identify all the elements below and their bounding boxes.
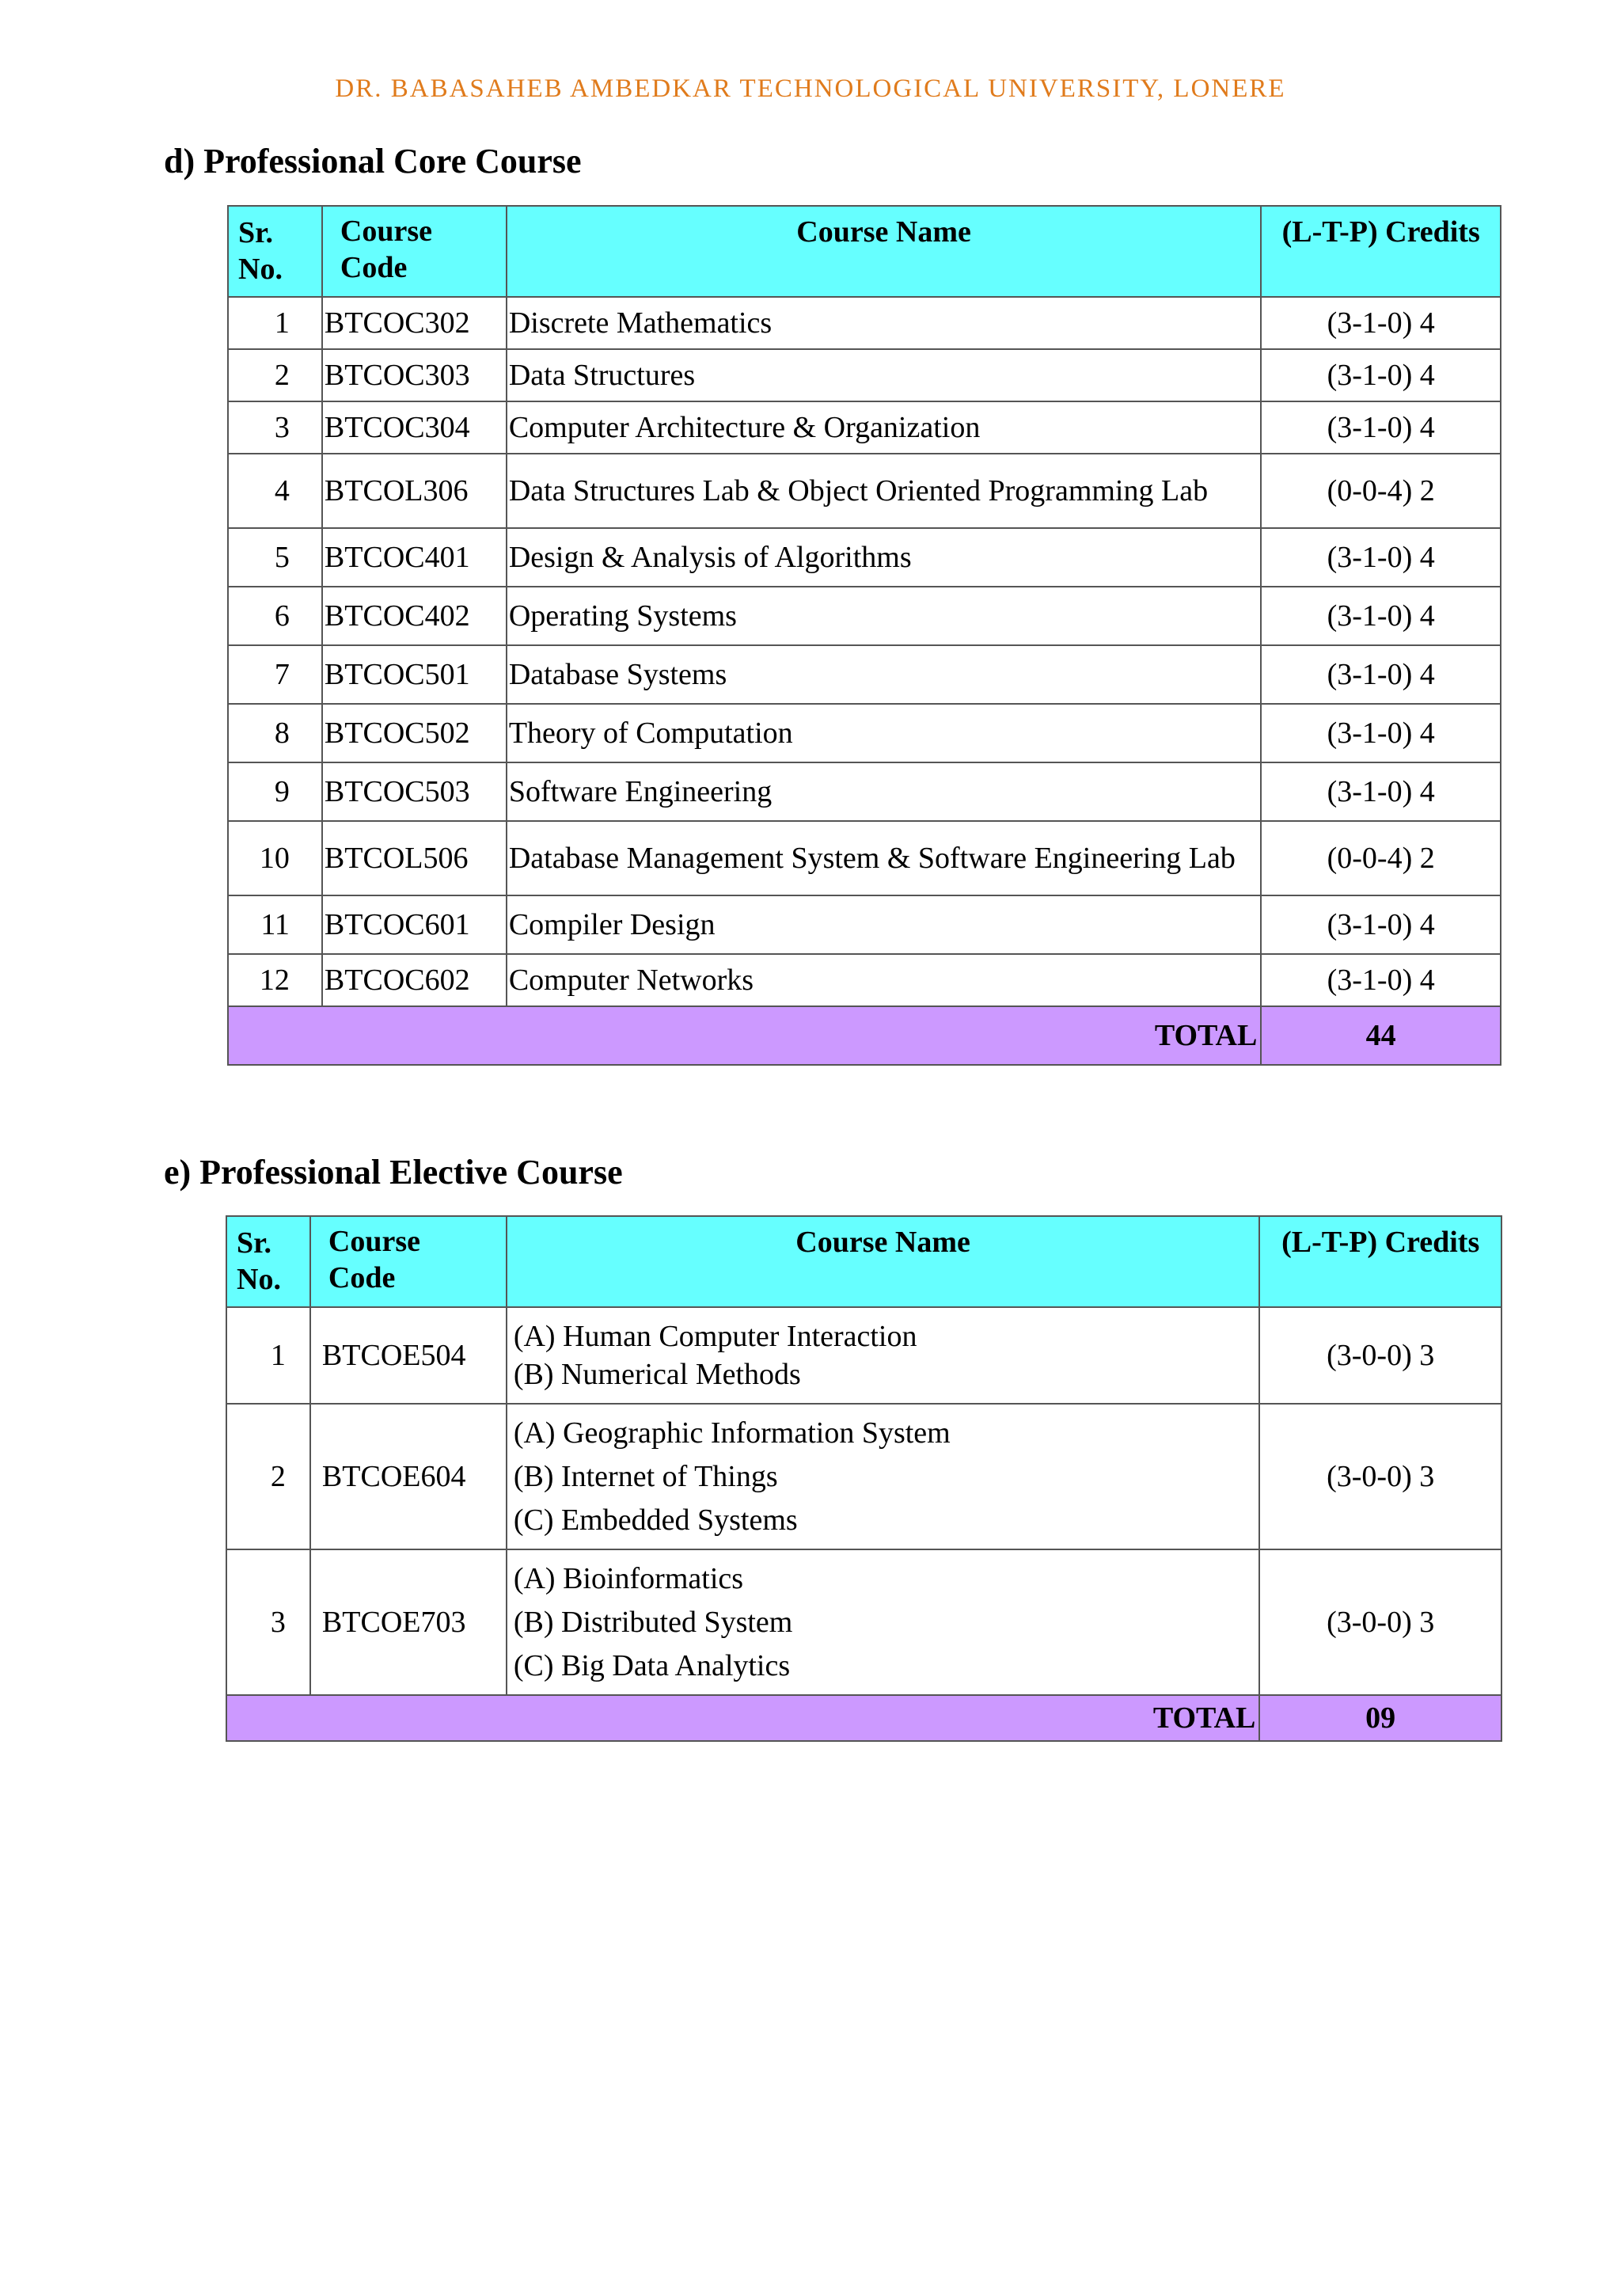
credits-cell: (3-0-0) 3 bbox=[1259, 1404, 1501, 1549]
credits-header: (L-T-P) Credits bbox=[1261, 206, 1501, 297]
course-code-cell: BTCOC304 bbox=[322, 401, 507, 454]
option-item: (A) Human Computer Interaction bbox=[513, 1320, 917, 1353]
table-row bbox=[228, 349, 1501, 401]
sr-no-cell: 2 bbox=[226, 1404, 310, 1549]
course-code-cell: BTCOE703 bbox=[310, 1549, 507, 1695]
course-name-cell: Database Management System & Software Engineering Lab bbox=[507, 821, 1262, 895]
course-code-cell: BTCOC502 bbox=[322, 704, 507, 762]
course-code-cell: BTCOE604 bbox=[310, 1404, 507, 1549]
credits-cell: (3-1-0) 4 bbox=[1261, 349, 1501, 401]
course-code-cell: BTCOE504 bbox=[310, 1307, 507, 1404]
credits-cell: (3-1-0) 4 bbox=[1261, 645, 1501, 704]
table-row bbox=[228, 454, 1501, 528]
credits-header: (L-T-P) Credits bbox=[1259, 1216, 1501, 1307]
sr-no-cell: 5 bbox=[228, 528, 322, 587]
table-row bbox=[228, 528, 1501, 587]
sr-no-header: Sr. No. bbox=[226, 1216, 310, 1307]
course-options-cell bbox=[507, 1307, 1260, 1404]
sr-no-cell: 8 bbox=[228, 704, 322, 762]
course-name-cell: Computer Architecture & Organization bbox=[507, 401, 1262, 454]
core-course-table bbox=[227, 205, 1501, 1066]
course-name-cell: Data Structures bbox=[507, 349, 1262, 401]
credits-cell: (3-1-0) 4 bbox=[1261, 587, 1501, 645]
table-row bbox=[228, 587, 1501, 645]
sr-no-cell: 3 bbox=[226, 1549, 310, 1695]
credits-cell: (3-1-0) 4 bbox=[1261, 704, 1501, 762]
sr-no-cell: 12 bbox=[228, 954, 322, 1006]
course-code-cell: BTCOC402 bbox=[322, 587, 507, 645]
total-row bbox=[228, 1006, 1501, 1065]
sr-no-cell: 4 bbox=[228, 454, 322, 528]
option-item: (B) Numerical Methods bbox=[513, 1358, 801, 1391]
elective-section-title: e) Professional Elective Course bbox=[164, 1153, 623, 1192]
table-row bbox=[228, 954, 1501, 1006]
sr-no-cell: 9 bbox=[228, 762, 322, 821]
credits-cell: (3-1-0) 4 bbox=[1261, 528, 1501, 587]
total-label: TOTAL bbox=[228, 1006, 1261, 1065]
table-header-row bbox=[228, 206, 1501, 297]
table-row bbox=[228, 821, 1501, 895]
table-row bbox=[228, 895, 1501, 954]
table-header-row bbox=[226, 1216, 1501, 1307]
course-code-cell: BTCOC303 bbox=[322, 349, 507, 401]
core-section-title: d) Professional Core Course bbox=[164, 142, 582, 181]
total-value: 09 bbox=[1259, 1695, 1501, 1741]
course-name-header: Course Name bbox=[507, 1216, 1260, 1307]
credits-cell: (0-0-4) 2 bbox=[1261, 821, 1501, 895]
sr-no-cell: 7 bbox=[228, 645, 322, 704]
credits-cell: (3-1-0) 4 bbox=[1261, 895, 1501, 954]
total-label: TOTAL bbox=[226, 1695, 1259, 1741]
credits-cell: (3-1-0) 4 bbox=[1261, 401, 1501, 454]
sr-no-cell: 10 bbox=[228, 821, 322, 895]
credits-cell: (3-1-0) 4 bbox=[1261, 762, 1501, 821]
option-item: (C) Big Data Analytics bbox=[513, 1648, 791, 1682]
course-options-cell bbox=[507, 1549, 1260, 1695]
total-row bbox=[226, 1695, 1501, 1741]
sr-no-cell: 2 bbox=[228, 349, 322, 401]
course-name-cell: Database Systems bbox=[507, 645, 1262, 704]
sr-no-cell: 1 bbox=[228, 297, 322, 349]
course-code-cell: BTCOC601 bbox=[322, 895, 507, 954]
course-name-cell: Discrete Mathematics bbox=[507, 297, 1262, 349]
table-row bbox=[228, 645, 1501, 704]
sr-no-header: Sr. No. bbox=[228, 206, 322, 297]
course-code-cell: BTCOC302 bbox=[322, 297, 507, 349]
course-name-cell: Software Engineering bbox=[507, 762, 1262, 821]
course-code-cell: BTCOC503 bbox=[322, 762, 507, 821]
total-value: 44 bbox=[1261, 1006, 1501, 1065]
credits-cell: (3-1-0) 4 bbox=[1261, 297, 1501, 349]
course-name-header: Course Name bbox=[507, 206, 1262, 297]
option-item: (A) Bioinformatics bbox=[513, 1561, 744, 1595]
table-row bbox=[226, 1549, 1501, 1695]
course-name-cell: Compiler Design bbox=[507, 895, 1262, 954]
course-name-cell: Design & Analysis of Algorithms bbox=[507, 528, 1262, 587]
course-name-cell: Data Structures Lab & Object Oriented Programming Lab bbox=[507, 454, 1262, 528]
sr-no-cell: 11 bbox=[228, 895, 322, 954]
course-code-cell: BTCOC602 bbox=[322, 954, 507, 1006]
elective-course-table bbox=[226, 1215, 1502, 1742]
credits-cell: (3-0-0) 3 bbox=[1259, 1549, 1501, 1695]
credits-cell: (0-0-4) 2 bbox=[1261, 454, 1501, 528]
option-item: (C) Embedded Systems bbox=[513, 1503, 798, 1537]
table-row bbox=[228, 297, 1501, 349]
sr-no-cell: 3 bbox=[228, 401, 322, 454]
sr-no-cell: 1 bbox=[226, 1307, 310, 1404]
course-options-cell bbox=[507, 1404, 1260, 1549]
option-item: (A) Geographic Information System bbox=[513, 1416, 951, 1450]
table-row bbox=[226, 1404, 1501, 1549]
course-name-cell: Theory of Computation bbox=[507, 704, 1262, 762]
course-code-cell: BTCOC501 bbox=[322, 645, 507, 704]
table-row bbox=[228, 704, 1501, 762]
option-item: (B) Distributed System bbox=[513, 1605, 793, 1639]
option-item: (B) Internet of Things bbox=[513, 1459, 778, 1493]
course-name-cell: Operating Systems bbox=[507, 587, 1262, 645]
course-code-cell: BTCOL506 bbox=[322, 821, 507, 895]
credits-cell: (3-1-0) 4 bbox=[1261, 954, 1501, 1006]
course-code-cell: BTCOC401 bbox=[322, 528, 507, 587]
course-name-cell: Computer Networks bbox=[507, 954, 1262, 1006]
course-code-cell: BTCOL306 bbox=[322, 454, 507, 528]
course-code-header: Course Code bbox=[310, 1216, 507, 1307]
course-code-header: Course Code bbox=[322, 206, 507, 297]
credits-cell: (3-0-0) 3 bbox=[1259, 1307, 1501, 1404]
university-header: DR. BABASAHEB AMBEDKAR TECHNOLOGICAL UNIVERSITY, LONERE bbox=[335, 74, 1286, 103]
sr-no-cell: 6 bbox=[228, 587, 322, 645]
table-row bbox=[226, 1307, 1501, 1404]
table-row bbox=[228, 762, 1501, 821]
table-row bbox=[228, 401, 1501, 454]
